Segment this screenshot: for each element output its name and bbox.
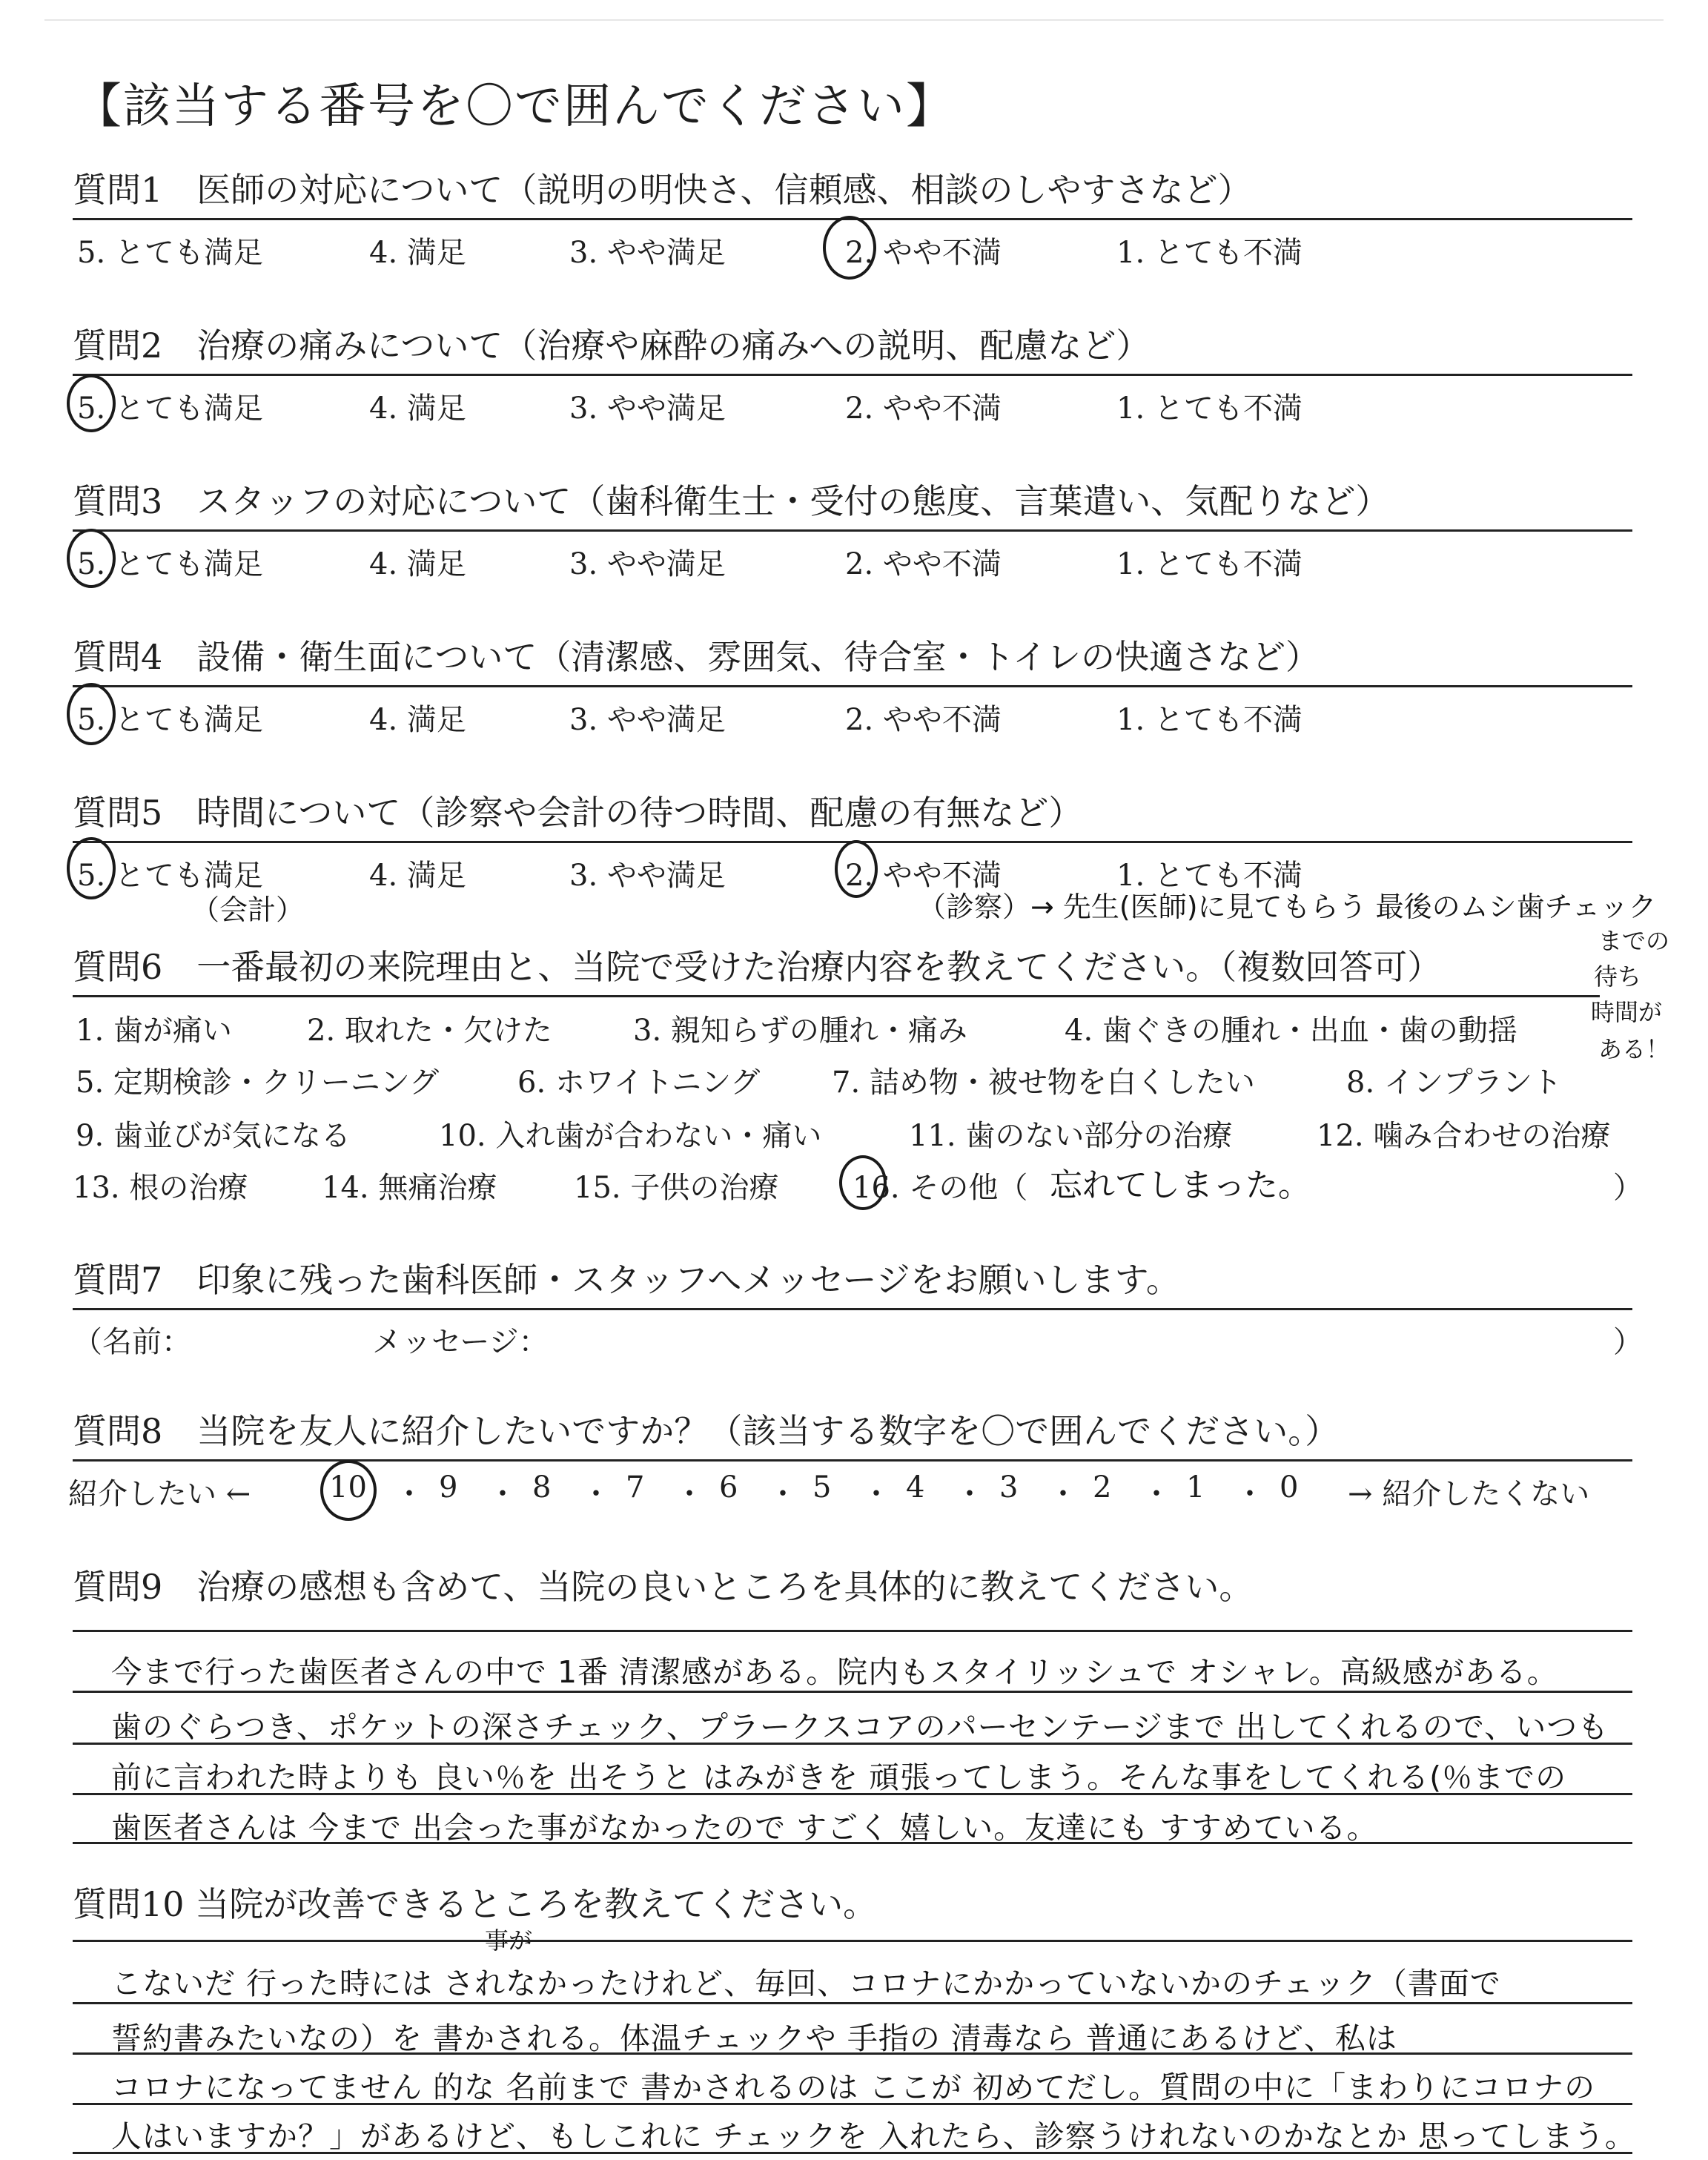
answer-rule — [73, 1630, 1632, 1632]
question-7 — [73, 1259, 1643, 1359]
option-2[interactable]: 2. やや不満 — [845, 703, 1002, 737]
reason-option[interactable]: 12. 噛み合わせの治療 — [1317, 1119, 1611, 1153]
scale-value-0[interactable]: 0 — [1280, 1470, 1299, 1505]
question-8 — [68, 1410, 1632, 1511]
question-5 — [73, 792, 1657, 926]
question-10-label: 質問10 当院が改善できるところを教えてください。 — [73, 1884, 878, 1924]
answer-circle — [67, 374, 116, 432]
handwritten-side-note: 時間が — [1591, 998, 1663, 1026]
option-3[interactable]: 3. やや満足 — [569, 703, 726, 737]
answer-circle — [67, 837, 116, 899]
referral-scale — [68, 1462, 1632, 1511]
answer-rule — [73, 2152, 1632, 2154]
reason-option[interactable]: 9. 歯並びが気になる — [76, 1119, 351, 1153]
scale-left-label: 紹介したい ← — [68, 1477, 251, 1511]
page-title: 【該当する番号を〇で囲んでください】 — [74, 79, 955, 134]
scale-value-1[interactable]: 1 — [1186, 1470, 1205, 1505]
question-9-answer — [73, 1630, 1632, 1845]
question-9-label: 質問9 治療の感想も含めて、当院の良いところを具体的に教えてください。 — [73, 1567, 1254, 1607]
scale-dot: ・ — [581, 1477, 611, 1511]
reason-option[interactable]: 2. 取れた・欠けた — [307, 1014, 552, 1048]
answer-circle — [823, 216, 876, 280]
scale-value-5[interactable]: 5 — [812, 1470, 832, 1505]
option-5[interactable]: 5. とても満足 — [77, 703, 263, 737]
question-1-label: 質問1 医師の対応について（説明の明快さ、信頼感、相談のしやすさなど） — [73, 169, 1632, 220]
scale-value-2[interactable]: 2 — [1093, 1470, 1112, 1505]
answer-rule — [73, 1793, 1632, 1795]
option-5[interactable]: 5. とても満足 — [77, 859, 263, 893]
scale-dot: ・ — [768, 1477, 798, 1511]
option-4[interactable]: 4. 満足 — [369, 703, 466, 737]
scale-value-4[interactable]: 4 — [906, 1470, 925, 1505]
handwritten-side-note: 待ち — [1594, 962, 1642, 991]
question-4-options — [73, 687, 1632, 736]
handwritten-side-note: ある！ — [1598, 1035, 1670, 1063]
answer-circle — [839, 1155, 887, 1210]
question-4-label: 質問4 設備・衛生面について（清潔感、雰囲気、待合室・トイレの快適さなど） — [73, 636, 1632, 687]
option-4[interactable]: 4. 満足 — [369, 547, 466, 581]
option-1[interactable]: 1. とても不満 — [1116, 547, 1302, 581]
option-3[interactable]: 3. やや満足 — [569, 547, 726, 581]
option-1[interactable]: 1. とても不満 — [1116, 703, 1302, 737]
option-3[interactable]: 3. やや満足 — [569, 859, 726, 893]
question-1-options — [73, 220, 1632, 269]
answer-line: 誓約書みたいなの）を 書かされる。体温チェックや 手指の 清毒なら 普通にあるけど、私は — [111, 2021, 1397, 2056]
option-5[interactable]: 5. とても満足 — [77, 547, 263, 581]
option-4[interactable]: 4. 満足 — [369, 392, 466, 426]
scale-dot: ・ — [861, 1477, 891, 1511]
option-3[interactable]: 3. やや満足 — [569, 392, 726, 426]
reason-option[interactable]: 7. 詰め物・被せ物を白くしたい — [832, 1066, 1255, 1100]
answer-line: 人はいますか？」があるけど、もしこれに チェックを 入れたら、診察うけれないのかなとか 思ってしまう。 — [111, 2118, 1636, 2154]
question-9 — [73, 1566, 1632, 1615]
question-2-label: 質問2 治療の痛みについて（治療や麻酔の痛みへの説明、配慮など） — [73, 325, 1632, 376]
answer-rule — [73, 1842, 1632, 1844]
option-5[interactable]: 5. とても満足 — [77, 236, 263, 270]
option-1: 1. とても不満 — [1116, 236, 1302, 270]
message-row — [73, 1318, 1643, 1363]
name-label: （名前： — [73, 1325, 191, 1359]
question-5-label: 質問5 時間について（診察や会計の待つ時間、配慮の有無など） — [73, 792, 1632, 843]
question-10 — [73, 1883, 1632, 1955]
question-2 — [73, 325, 1632, 425]
reason-option[interactable]: 6. ホワイトニング — [517, 1066, 761, 1100]
question-6-label: 質問6 一番最初の来院理由と、当院で受けた治療内容を教えてください。（複数回答可） — [73, 946, 1600, 997]
answer-line: 前に言われた時よりも 良い％を 出そうと はみがきを 頑張ってしまう。そんな事をしてくれる(％までの — [111, 1760, 1567, 1795]
answer-rule — [73, 2103, 1632, 2105]
message-label: メッセージ： — [372, 1325, 549, 1359]
answer-line: こないだ 行った時には されなかったけれど、毎回、コロナにかかっていないかのチェック（書面で — [111, 1966, 1501, 2001]
answer-circle — [67, 529, 116, 588]
scale-value-7[interactable]: 7 — [626, 1470, 645, 1505]
option-1[interactable]: 1. とても不満 — [1116, 859, 1302, 893]
scale-dot: ・ — [488, 1477, 517, 1511]
option-2[interactable]: 2. やや不満 — [845, 547, 1002, 581]
reason-option[interactable]: 13. 根の治療 — [73, 1171, 248, 1205]
reason-option[interactable]: 10. 入れ歯が合わない・痛い — [439, 1119, 822, 1153]
answer-rule — [73, 1691, 1632, 1693]
scale-value-9[interactable]: 9 — [439, 1470, 458, 1505]
answer-circle — [320, 1460, 377, 1521]
option-2[interactable]: 2. やや不満 — [845, 859, 1002, 893]
question-1 — [73, 169, 1632, 269]
answer-line: 今まで行った歯医者さんの中で 1番 清潔感がある。院内もスタイリッシュで オシャレ。高級感がある。 — [111, 1654, 1558, 1690]
scale-value-6[interactable]: 6 — [719, 1470, 738, 1505]
scale-dot: ・ — [1235, 1477, 1265, 1511]
scale-value-3[interactable]: 3 — [999, 1470, 1019, 1505]
handwritten-note-shinsatsu: （診察）→ 先生(医師)に見てもらう 最後のムシ歯チェック — [918, 891, 1657, 923]
question-7-label: 質問7 印象に残った歯科医師・スタッフへメッセージをお願いします。 — [73, 1259, 1632, 1310]
question-3 — [73, 480, 1632, 581]
reason-option[interactable]: 4. 歯ぐきの腫れ・出血・歯の動揺 — [1065, 1014, 1517, 1048]
question-3-options — [73, 532, 1632, 581]
reason-option[interactable]: 11. 歯のない部分の治療 — [909, 1119, 1233, 1153]
reason-option[interactable]: 3. 親知らずの腫れ・痛み — [633, 1014, 967, 1048]
question-2-options — [73, 376, 1632, 425]
close-paren: ） — [1613, 1325, 1643, 1359]
scale-value-8[interactable]: 8 — [532, 1470, 552, 1505]
answer-line: 歯医者さんは 今まで 出会った事がなかったので すごく 嬉しい。友達にも すすめている。 — [111, 1810, 1378, 1846]
question-10-answer — [73, 1940, 1636, 2155]
question-8-label: 質問8 当院を友人に紹介したいですか？（該当する数字を〇で囲んでください。） — [73, 1410, 1632, 1462]
handwritten-other-answer: 忘れてしまった。 — [1050, 1166, 1311, 1204]
option-3[interactable]: 3. やや満足 — [569, 236, 726, 270]
handwritten-insert: 事が — [485, 1926, 533, 1955]
reason-option[interactable]: 8. インプラント — [1346, 1066, 1562, 1100]
scale-dot: ・ — [394, 1477, 424, 1511]
scale-dot: ・ — [1142, 1477, 1171, 1511]
answer-line: 歯のぐらつき、ポケットの深さチェック、プラークスコアのパーセンテージまで 出してくれるので、いつも — [111, 1709, 1609, 1745]
option-2[interactable]: 2. やや不満 — [845, 392, 1002, 426]
option-2[interactable]: 2. やや不満 — [845, 236, 1002, 270]
option-1[interactable]: 1. とても不満 — [1116, 392, 1302, 426]
reason-option-other[interactable]: 16. その他（ — [853, 1171, 1028, 1205]
option-4[interactable]: 4. 満足 — [369, 236, 466, 270]
option-5[interactable]: 5. とても満足 — [77, 392, 263, 426]
scale-value-10[interactable]: 10 — [329, 1470, 367, 1505]
reason-option[interactable]: 15. 子供の治療 — [574, 1171, 779, 1205]
answer-rule — [73, 2052, 1632, 2055]
answer-rule — [73, 2002, 1632, 2004]
close-paren: ） — [1613, 1171, 1643, 1205]
reason-option[interactable]: 5. 定期検診・クリーニング — [76, 1066, 440, 1100]
handwritten-note-kaikei: （会計） — [191, 894, 305, 926]
question-4 — [73, 636, 1632, 736]
answer-line: コロナになってません 的な 名前まで 書かされるのは ここが 初めてだし。質問の中に「まわりにコロナの — [111, 2070, 1596, 2105]
question-3-label: 質問3 スタッフの対応について（歯科衛生士・受付の態度、言葉遣い、気配りなど） — [73, 480, 1632, 532]
reason-option[interactable]: 14. 無痛治療 — [322, 1171, 497, 1205]
scale-dot: ・ — [1048, 1477, 1078, 1511]
answer-circle — [67, 683, 116, 745]
answer-circle — [835, 840, 878, 898]
reason-option[interactable]: 1. 歯が痛い — [76, 1014, 232, 1048]
handwritten-side-note: までの — [1598, 927, 1670, 955]
scale-dot: ・ — [955, 1477, 984, 1511]
page-top-edge — [44, 19, 1664, 21]
answer-rule — [73, 1940, 1632, 1942]
scale-right-label: → 紹介したくない — [1348, 1477, 1590, 1511]
answer-rule — [73, 1743, 1632, 1745]
option-4[interactable]: 4. 満足 — [369, 859, 466, 893]
scale-dot: ・ — [675, 1477, 704, 1511]
